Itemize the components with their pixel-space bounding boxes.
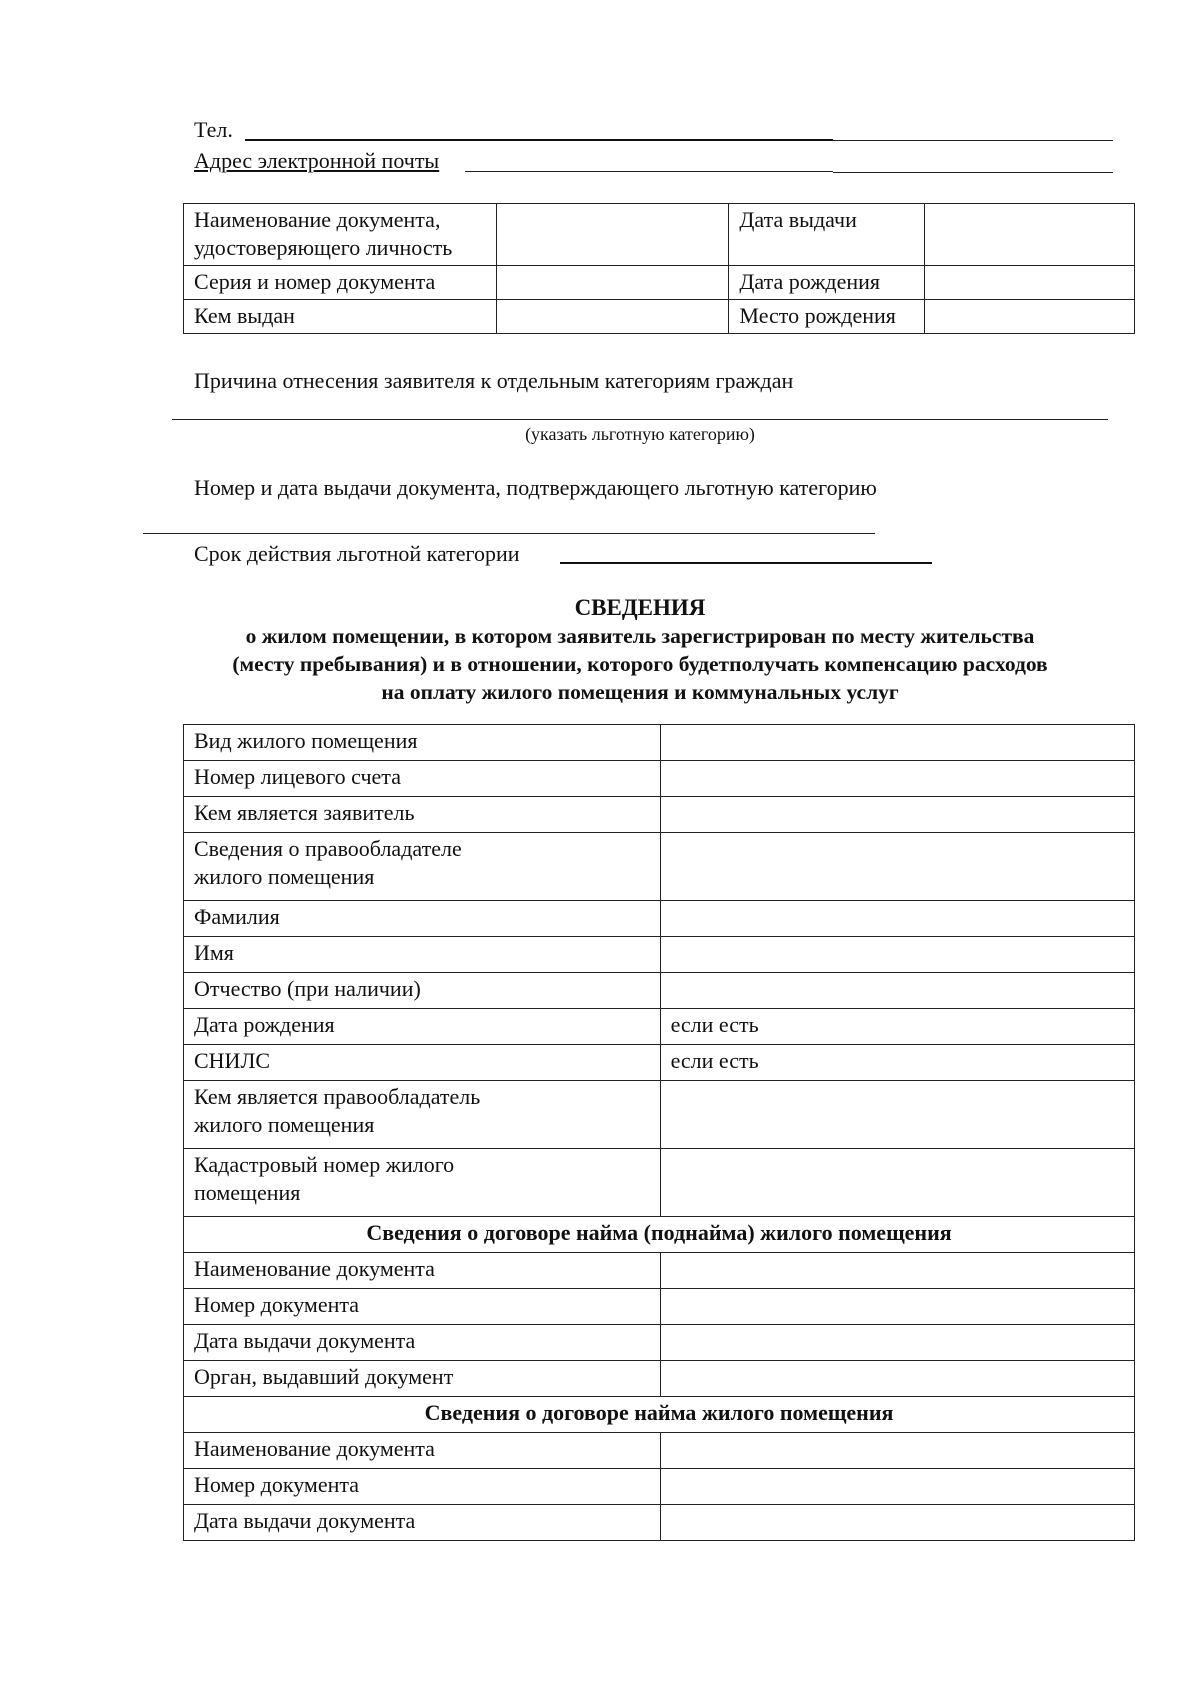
account-number-label: Номер лицевого счета	[184, 761, 661, 797]
owner-role-label-line1: Кем является правообладатель	[194, 1084, 481, 1109]
table-row	[184, 1361, 1135, 1397]
applicant-role-value[interactable]	[660, 797, 1134, 833]
lease-doc-number-value[interactable]	[660, 1469, 1134, 1505]
lease-doc-name-value[interactable]	[660, 1433, 1134, 1469]
table-row	[184, 797, 1135, 833]
sublease-issue-date-label: Дата выдачи документа	[184, 1325, 661, 1361]
surname-value[interactable]	[660, 901, 1134, 937]
surname-label: Фамилия	[184, 901, 661, 937]
sublease-doc-name-label: Наименование документа	[184, 1253, 661, 1289]
table-row	[184, 1433, 1135, 1469]
snils-value[interactable]: если есть	[660, 1045, 1134, 1081]
table-row	[184, 1217, 1135, 1253]
table-row	[184, 1253, 1135, 1289]
id-doc-name-value[interactable]	[496, 204, 729, 266]
section-subtitle-2: (месту пребывания) и в отношении, которого будетполучать компенсацию расходов	[232, 652, 1048, 676]
table-row	[184, 266, 1135, 300]
sublease-issue-date-value[interactable]	[660, 1325, 1134, 1361]
issued-by-label: Кем выдан	[184, 300, 497, 334]
housing-type-label: Вид жилого помещения	[184, 725, 661, 761]
sublease-header: Сведения о договоре найма (поднайма) жилого помещения	[184, 1217, 1135, 1253]
housing-table	[183, 724, 1135, 1541]
table-row	[184, 1081, 1135, 1149]
lease-doc-name-label: Наименование документа	[184, 1433, 661, 1469]
email-underline-ext	[833, 172, 1113, 173]
housing-type-value[interactable]	[660, 725, 1134, 761]
lease-issue-date-label: Дата выдачи документа	[184, 1505, 661, 1541]
owner-role-value[interactable]	[660, 1081, 1134, 1149]
account-number-value[interactable]	[660, 761, 1134, 797]
issued-by-value[interactable]	[496, 300, 729, 334]
section-title: СВЕДЕНИЯ	[574, 595, 706, 620]
sublease-issuer-value[interactable]	[660, 1361, 1134, 1397]
applicant-role-label: Кем является заявитель	[184, 797, 661, 833]
series-number-label: Серия и номер документа	[184, 266, 497, 300]
birth-place-value[interactable]	[925, 300, 1135, 334]
patronymic-value[interactable]	[660, 973, 1134, 1009]
table-row	[184, 300, 1135, 334]
owner-info-value[interactable]	[660, 833, 1134, 901]
table-row	[184, 204, 1135, 266]
table-row	[184, 761, 1135, 797]
owner-info-label	[184, 833, 661, 901]
reason-hint: (указать льготную категорию)	[525, 424, 755, 444]
id-doc-name-label: Наименование документа, удостоверяющего личность	[184, 204, 497, 266]
owner-birth-date-label: Дата рождения	[184, 1009, 661, 1045]
birth-date-value[interactable]	[925, 266, 1135, 300]
phone-label: Тел.	[194, 117, 233, 142]
lease-header: Сведения о договоре найма жилого помещения	[184, 1397, 1135, 1433]
series-number-value[interactable]	[496, 266, 729, 300]
reason-underline[interactable]	[172, 419, 1108, 420]
section-subtitle-1: о жилом помещении, в котором заявитель зарегистрирован по месту жительства	[245, 624, 1035, 648]
table-row	[184, 725, 1135, 761]
lease-doc-number-label: Номер документа	[184, 1469, 661, 1505]
lease-issue-date-value[interactable]	[660, 1505, 1134, 1541]
issue-date-label: Дата выдачи	[729, 204, 925, 266]
section-subtitle-3: на оплату жилого помещения и коммунальных услуг	[381, 680, 899, 704]
cadastral-number-label-line2: помещения	[194, 1180, 301, 1205]
cadastral-number-label	[184, 1149, 661, 1217]
reason-label: Причина отнесения заявителя к отдельным категориям граждан	[194, 368, 794, 393]
validity-label: Срок действия льготной категории	[194, 541, 520, 566]
issue-date-value[interactable]	[925, 204, 1135, 266]
table-row	[184, 1045, 1135, 1081]
table-row	[184, 1505, 1135, 1541]
snils-label: СНИЛС	[184, 1045, 661, 1081]
doc-number-label: Номер и дата выдачи документа, подтверждающего льготную категорию	[194, 475, 877, 500]
doc-number-underline[interactable]	[143, 533, 875, 534]
birth-date-label: Дата рождения	[729, 266, 925, 300]
sublease-issuer-label: Орган, выдавший документ	[184, 1361, 661, 1397]
table-row	[184, 937, 1135, 973]
first-name-label: Имя	[184, 937, 661, 973]
table-row	[184, 1397, 1135, 1433]
phone-underline-ext	[833, 140, 1113, 141]
first-name-value[interactable]	[660, 937, 1134, 973]
owner-role-label-line2: жилого помещения	[194, 1112, 375, 1137]
owner-role-label	[184, 1081, 661, 1149]
sublease-doc-number-label: Номер документа	[184, 1289, 661, 1325]
birth-place-label: Место рождения	[729, 300, 925, 334]
table-row	[184, 901, 1135, 937]
patronymic-label: Отчество (при наличии)	[184, 973, 661, 1009]
table-row	[184, 973, 1135, 1009]
email-underline[interactable]	[465, 171, 833, 172]
phone-underline[interactable]	[245, 139, 833, 141]
email-label: Адрес электронной почты	[194, 148, 440, 173]
table-row	[184, 1469, 1135, 1505]
table-row	[184, 1009, 1135, 1045]
cadastral-number-value[interactable]	[660, 1149, 1134, 1217]
sublease-doc-number-value[interactable]	[660, 1289, 1134, 1325]
table-row	[184, 1325, 1135, 1361]
owner-birth-date-value[interactable]: если есть	[660, 1009, 1134, 1045]
identity-table	[183, 203, 1135, 334]
cadastral-number-label-line1: Кадастровый номер жилого	[194, 1152, 455, 1177]
owner-info-label-line2: жилого помещения	[194, 864, 375, 889]
validity-underline[interactable]	[560, 562, 932, 564]
owner-info-label-line1: Сведения о правообладателе	[194, 836, 462, 861]
sublease-doc-name-value[interactable]	[660, 1253, 1134, 1289]
table-row	[184, 1289, 1135, 1325]
table-row	[184, 833, 1135, 901]
table-row	[184, 1149, 1135, 1217]
